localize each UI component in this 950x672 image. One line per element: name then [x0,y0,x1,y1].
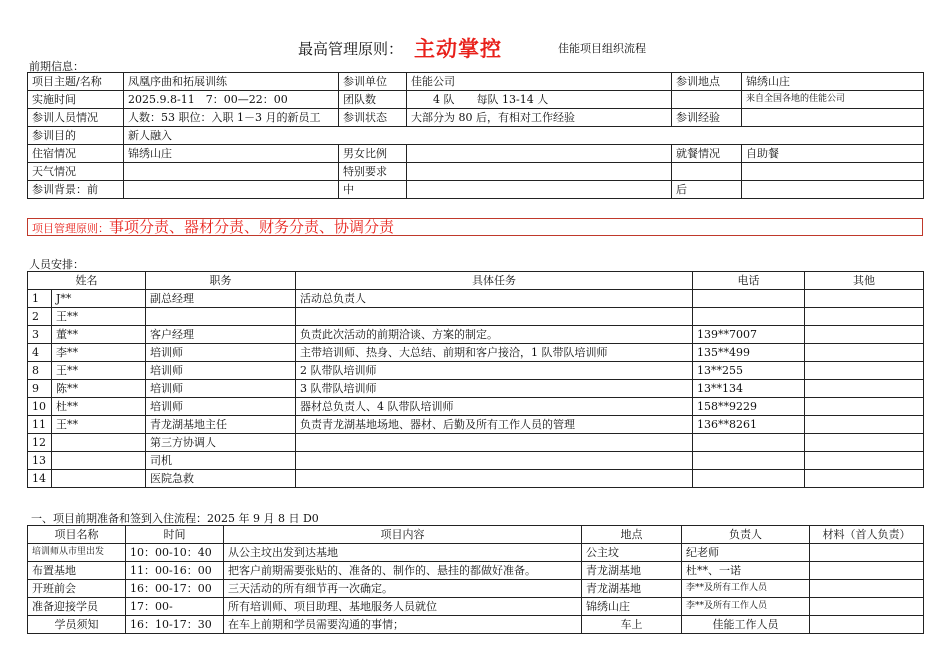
cell: 人数：53 职位：入职 1－3 月的新员工 [124,109,339,127]
header-cell: 职务 [146,272,296,290]
table-row [28,362,924,380]
table-row [28,308,924,326]
document-title [0,34,950,60]
cell: 学员须知 [28,616,126,634]
cell [810,580,924,598]
cell: 参训人员情况 [28,109,124,127]
cell: 佳能工作人员 [682,616,810,634]
cell: 青龙湖基地主任 [146,416,296,434]
table-row [28,290,924,308]
cell: 11：00-16：00 [126,562,224,580]
cell: 2025.9.8-11 7：00—22：00 [124,91,339,109]
table-row [28,434,924,452]
cell [124,163,339,181]
cell: 13**255 [693,362,805,380]
table-row [28,470,924,488]
title-main: 最高管理原则： [298,40,404,58]
cell: 项目主题/名称 [28,73,124,91]
cell: 负责此次活动的前期洽谈、方案的制定。 [296,326,693,344]
cell: 参训地点 [672,73,742,91]
cell [146,308,296,326]
cell: 男女比例 [339,145,407,163]
pre-info-label: 前期信息： [29,60,84,73]
cell [407,163,672,181]
cell: 135**499 [693,344,805,362]
cell: 136**8261 [693,416,805,434]
cell: 参训状态 [339,109,407,127]
cell: 杜** [52,398,146,416]
cell: 公主坟 [582,544,682,562]
cell: 后 [672,181,742,199]
cell: 10 [28,398,52,416]
cell: 13 [28,452,52,470]
cell [805,290,924,308]
cell: 锦绣山庄 [124,145,339,163]
cell: 13**134 [693,380,805,398]
cell: 来自全国各地的佳能公司 [742,91,924,109]
principle-value: 事项分责、器材分责、财务分责、协调分责 [109,218,395,236]
cell: 李** [52,344,146,362]
principle-label: 项目管理原则： [32,222,109,235]
cell: 王** [52,362,146,380]
cell: 客户经理 [146,326,296,344]
table-row [28,398,924,416]
cell: 王** [52,308,146,326]
cell: 参训单位 [339,73,407,91]
cell: 3 队带队培训师 [296,380,693,398]
cell: 实施时间 [28,91,124,109]
cell: 培训师 [146,398,296,416]
cell: 天气情况 [28,163,124,181]
table-row [28,562,924,580]
cell: 准备迎接学员 [28,598,126,616]
cell: 就餐情况 [672,145,742,163]
cell [805,326,924,344]
cell: 住宿情况 [28,145,124,163]
cell [296,308,693,326]
cell: 14 [28,470,52,488]
table-row [28,145,924,163]
cell: 锦绣山庄 [742,73,924,91]
cell [805,308,924,326]
cell: 主带培训师、热身、大总结、前期和客户接洽，1 队带队培训师 [296,344,693,362]
cell: 团队数 [339,91,407,109]
cell [805,416,924,434]
header-cell: 负责人 [682,526,810,544]
cell: 副总经理 [146,290,296,308]
cell: 中 [339,181,407,199]
table-row [28,163,924,181]
cell: 2 队带队培训师 [296,362,693,380]
table-row [28,416,924,434]
cell: 李**及所有工作人员 [682,580,810,598]
cell: 从公主坟出发到达基地 [224,544,582,562]
header-cell: 地点 [582,526,682,544]
cell: 参训背景：前 [28,181,124,199]
cell: 12 [28,434,52,452]
cell: 所有培训师、项目助理、基地服务人员就位 [224,598,582,616]
cell [124,181,339,199]
table-row [28,544,924,562]
table-row [28,598,924,616]
cell: 培训师从市里出发 [28,544,126,562]
cell: 董** [52,326,146,344]
cell: 青龙湖基地 [582,580,682,598]
cell: 在车上前期和学员需要沟通的事情； [224,616,582,634]
cell: 17：00- [126,598,224,616]
cell [693,452,805,470]
cell: 车上 [582,616,682,634]
cell [672,163,742,181]
cell: 16：00-17：00 [126,580,224,598]
table-row [28,127,924,145]
table-row [28,580,924,598]
cell: 自助餐 [742,145,924,163]
header-cell: 项目名称 [28,526,126,544]
cell: 活动总负责人 [296,290,693,308]
flow-label: 一、项目前期准备和签到入住流程：2025 年 9 月 8 日 D0 [31,512,319,525]
cell: 1 [28,290,52,308]
cell: 10：00-10：40 [126,544,224,562]
cell [52,452,146,470]
cell: 医院急救 [146,470,296,488]
cell: 纪老师 [682,544,810,562]
pre-info-table [27,72,924,199]
cell: 王** [52,416,146,434]
cell [805,344,924,362]
cell [805,398,924,416]
title-subtitle: 佳能项目组织流程 [558,42,646,55]
header-cell: 电话 [693,272,805,290]
cell [407,145,672,163]
cell [693,290,805,308]
table-row [28,91,924,109]
cell: 培训师 [146,344,296,362]
cell: 9 [28,380,52,398]
table-row [28,380,924,398]
header-cell: 其他 [805,272,924,290]
table-row [28,326,924,344]
cell [693,308,805,326]
cell [742,109,924,127]
cell [693,434,805,452]
table-row [28,73,924,91]
cell: 16：10-17：30 [126,616,224,634]
cell: 负责青龙湖基地场地、器材、后勤及所有工作人员的管理 [296,416,693,434]
table-header-row [28,526,924,544]
cell [810,544,924,562]
cell [810,616,924,634]
cell: 佳能公司 [407,73,672,91]
cell [52,434,146,452]
staff-table [27,271,924,488]
cell: 特别要求 [339,163,407,181]
header-cell: 项目内容 [224,526,582,544]
cell [742,163,924,181]
cell: 4 队 每队 13-14 人 [407,91,672,109]
cell: 139**7007 [693,326,805,344]
cell: 李**及所有工作人员 [682,598,810,616]
cell [805,362,924,380]
cell [805,434,924,452]
cell: 青龙湖基地 [582,562,682,580]
cell: 参训目的 [28,127,124,145]
cell [805,380,924,398]
cell [407,181,672,199]
cell: 3 [28,326,52,344]
cell: 培训师 [146,380,296,398]
cell: 器材总负责人、4 队带队培训师 [296,398,693,416]
cell: 8 [28,362,52,380]
cell: 凤凰序曲和拓展训练 [124,73,339,91]
cell: 布置基地 [28,562,126,580]
cell [805,470,924,488]
cell [296,452,693,470]
cell: 把客户前期需要张贴的、准备的、制作的、悬挂的都做好准备。 [224,562,582,580]
cell [693,470,805,488]
cell: 新人融入 [124,127,924,145]
header-cell: 姓名 [28,272,146,290]
table-row [28,452,924,470]
table-header-row [28,272,924,290]
cell [810,562,924,580]
cell: 三天活动的所有细节再一次确定。 [224,580,582,598]
cell: 2 [28,308,52,326]
cell: 开班前会 [28,580,126,598]
cell [805,452,924,470]
staff-label: 人员安排： [29,258,84,271]
cell [810,598,924,616]
cell: 158**9229 [693,398,805,416]
cell: 11 [28,416,52,434]
cell: 杜**、一诺 [682,562,810,580]
cell: 第三方协调人 [146,434,296,452]
cell: 陈** [52,380,146,398]
header-cell: 具体任务 [296,272,693,290]
header-cell: 材料（首人负责） [810,526,924,544]
flow-table [27,525,924,634]
cell: J** [52,290,146,308]
cell: 司机 [146,452,296,470]
cell [672,91,742,109]
cell [742,181,924,199]
cell: 锦绣山庄 [582,598,682,616]
title-emphasis: 主动掌控 [414,37,502,61]
cell: 大部分为 80 后，有相对工作经验 [407,109,672,127]
table-row [28,344,924,362]
cell: 培训师 [146,362,296,380]
project-principle-box [27,218,923,236]
cell [52,470,146,488]
cell [296,434,693,452]
cell [296,470,693,488]
cell: 4 [28,344,52,362]
table-row [28,616,924,634]
table-row [28,181,924,199]
header-cell: 时间 [126,526,224,544]
cell: 参训经验 [672,109,742,127]
table-row [28,109,924,127]
